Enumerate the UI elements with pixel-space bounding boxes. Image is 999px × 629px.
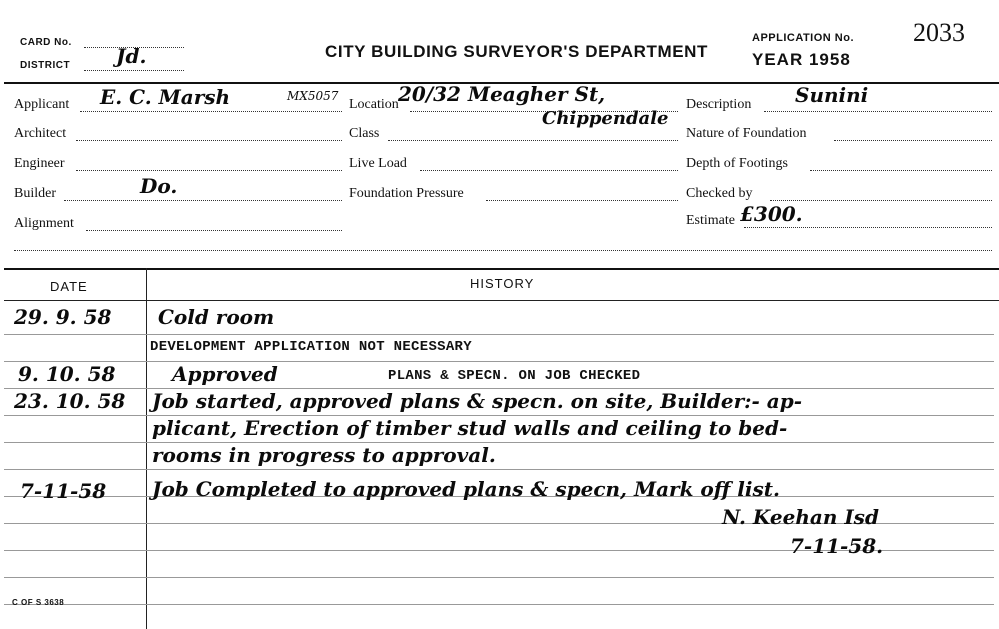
row-text: Job started, approved plans & specn. on site, Builder:- ap- — [152, 389, 803, 413]
engineer-line — [76, 170, 342, 171]
applicant-label: Applicant — [14, 97, 70, 112]
depth-of-footings-label: Depth of Footings — [686, 156, 788, 171]
architect-line — [76, 140, 342, 141]
table-header-underline — [4, 300, 999, 301]
year-label: YEAR 1958 — [752, 50, 851, 69]
department-title: CITY BUILDING SURVEYOR'S DEPARTMENT — [325, 42, 709, 61]
alignment-line — [86, 230, 342, 231]
district-line — [84, 70, 184, 71]
row-rule — [4, 361, 994, 362]
row-text: rooms in progress to approval. — [152, 443, 496, 467]
estimate-line — [744, 227, 992, 228]
depth-of-footings-line — [810, 170, 992, 171]
estimate-label: Estimate — [686, 213, 735, 228]
nature-of-foundation-label: Nature of Foundation — [686, 126, 807, 141]
fields-bottom-line — [14, 250, 992, 251]
alignment-label: Alignment — [14, 216, 74, 231]
applicant-line — [80, 111, 342, 112]
row-date: 9. 10. 58 — [18, 362, 116, 386]
live-load-label: Live Load — [349, 156, 407, 171]
row-text: Cold room — [158, 305, 275, 329]
row-rule — [4, 577, 994, 578]
nature-of-foundation-line — [834, 140, 992, 141]
estimate-value: £300. — [740, 202, 803, 226]
builder-line — [64, 200, 342, 201]
class-line — [388, 140, 678, 141]
date-header: DATE — [50, 279, 88, 294]
district-value: Jd. — [116, 44, 147, 68]
signature-name: N. Keehan Isd — [722, 505, 879, 529]
row-date: 7-11-58 — [20, 479, 107, 503]
row-stamp: DEVELOPMENT APPLICATION NOT NECESSARY — [150, 339, 472, 355]
builder-value: Do. — [140, 174, 178, 198]
class-label: Class — [349, 126, 380, 141]
architect-label: Architect — [14, 126, 67, 141]
engineer-label: Engineer — [14, 156, 65, 171]
applicant-value: E. C. Marsh — [100, 85, 231, 109]
live-load-line — [420, 170, 678, 171]
location-value: 20/32 Meagher St, — [398, 82, 606, 106]
checked-by-line — [770, 200, 992, 201]
card-no-label: CARD No. — [20, 37, 72, 48]
location-label: Location — [349, 97, 399, 112]
row-stamp: PLANS & SPECN. ON JOB CHECKED — [388, 368, 641, 384]
builder-label: Builder — [14, 186, 56, 201]
description-label: Description — [686, 97, 752, 112]
checked-by-label: Checked by — [686, 186, 753, 201]
description-line — [764, 111, 992, 112]
form-code: C OF S 3638 — [12, 598, 65, 607]
date-column-divider — [146, 268, 147, 629]
foundation-pressure-line — [486, 200, 678, 201]
location-value-2: Chippendale — [542, 108, 669, 129]
row-rule — [4, 334, 994, 335]
foundation-pressure-label: Foundation Pressure — [349, 186, 464, 201]
row-date: 23. 10. 58 — [14, 389, 126, 413]
signature-date: 7-11-58. — [790, 534, 884, 558]
row-rule — [4, 469, 994, 470]
row-text: Approved — [172, 362, 278, 386]
description-value: Sunini — [795, 83, 869, 107]
history-header: HISTORY — [470, 276, 535, 291]
table-top-border — [4, 268, 999, 270]
application-no: 2033 — [913, 18, 965, 47]
row-text: plicant, Erection of timber stud walls and ceiling to bed- — [152, 416, 788, 440]
row-text: Job Completed to approved plans & specn, Mark off list. — [152, 477, 780, 501]
application-no-label: APPLICATION No. — [752, 32, 855, 44]
row-date: 29. 9. 58 — [14, 305, 112, 329]
row-rule — [4, 604, 994, 605]
district-label: DISTRICT — [20, 60, 71, 71]
applicant-phone: MX5057 — [287, 89, 339, 103]
